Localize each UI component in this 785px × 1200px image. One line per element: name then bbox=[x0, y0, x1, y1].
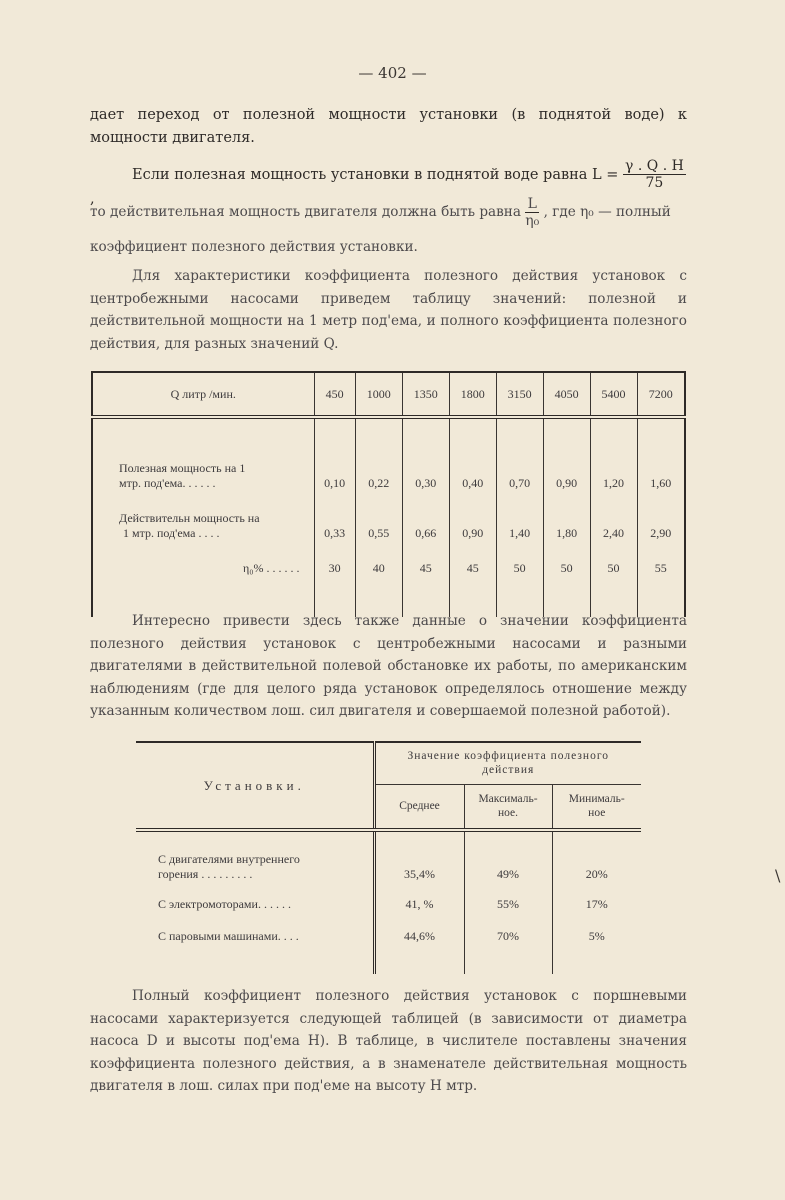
label-line: горения . . . . . . . . . bbox=[158, 867, 253, 881]
table-cell: 45 bbox=[449, 545, 496, 595]
table1-header-row bbox=[92, 372, 685, 417]
table1-row-useful-power bbox=[92, 417, 685, 495]
table-cell: 1,40 bbox=[496, 495, 543, 545]
table2-row-label bbox=[136, 830, 374, 886]
label-line: действия bbox=[482, 764, 535, 777]
table2-header-group bbox=[374, 742, 641, 784]
table1-q-value: 3150 bbox=[496, 372, 543, 417]
table-cell: 55% bbox=[464, 886, 552, 916]
table2-spacer-row bbox=[136, 948, 641, 974]
table-cell bbox=[136, 948, 374, 974]
table2-row-label: С электромоторами. . . . . . bbox=[158, 897, 291, 911]
fraction-denominator: η₀ bbox=[525, 213, 540, 229]
formula-tail: — полный bbox=[598, 204, 671, 220]
label-line: 1 мтр. под'ема . . . . bbox=[123, 526, 220, 540]
table-cell: 45 bbox=[402, 545, 449, 595]
formula-where: , где bbox=[543, 204, 576, 220]
table-cell: 0,66 bbox=[402, 495, 449, 545]
table1-q-value: 7200 bbox=[637, 372, 685, 417]
table-cell: 40 bbox=[355, 545, 402, 595]
table-cell: 50 bbox=[590, 545, 637, 595]
table-cell: 2,90 bbox=[637, 495, 685, 545]
table-cell: 44,6% bbox=[374, 916, 464, 948]
formula-eta: η₀ bbox=[580, 204, 594, 220]
table2-header-max bbox=[464, 784, 552, 830]
table2-row-label: С паровыми машинами. . . . bbox=[158, 929, 299, 943]
table-cell: 0,33 bbox=[314, 495, 355, 545]
table-cell: 1,20 bbox=[590, 417, 637, 495]
table-cell: 2,40 bbox=[590, 495, 637, 545]
table-cell: 35,4% bbox=[374, 830, 464, 886]
label-line: Максималь- bbox=[478, 793, 538, 806]
formula-actual-power bbox=[90, 196, 690, 229]
formula-text: Если полезная мощность установки в поднятой воде равна L = bbox=[132, 166, 619, 183]
table-cell: 1,60 bbox=[637, 417, 685, 495]
table2-row-internal-combustion bbox=[136, 830, 641, 886]
table-cell: 50 bbox=[496, 545, 543, 595]
table-cell: 41, % bbox=[374, 886, 464, 916]
table-cell: 49% bbox=[464, 830, 552, 886]
table-cell: 0,90 bbox=[543, 417, 590, 495]
table-centrifugal-pumps bbox=[91, 371, 686, 617]
table-cell: 0,90 bbox=[449, 495, 496, 545]
fraction-numerator: L bbox=[525, 196, 539, 213]
table1-q-value: 4050 bbox=[543, 372, 590, 417]
table1-q-value: 5400 bbox=[590, 372, 637, 417]
label-line: Полезная мощность на 1 bbox=[119, 461, 246, 475]
paragraph-table1-intro: Для характеристики коэффициента полезного действия установок с центробежными насосами приведем таблицу значений: полезной и действительной мощности на 1 метр под'ема, и полного коэффициента полезного действия, для разных значений Q. bbox=[90, 268, 687, 352]
table1-row-actual-power bbox=[92, 495, 685, 545]
table-cell: 0,22 bbox=[355, 417, 402, 495]
paragraph-piston-pumps: Полный коэффициент полезного действия установок с поршневыми насосами характеризуется следующей таблицей (в зависимости от диаметра насоса D и высоты под'ема H). В таблице, в числителе поставлены значения коэффициента полезного действия, а в знаменателе действительная мощность двигателя в лош. силах при под'еме на высоту H мтр. bbox=[90, 988, 687, 1094]
formula-comma: , bbox=[90, 191, 95, 207]
paragraph-efficiency-def: коэффициент полезного действия установки. bbox=[90, 239, 418, 255]
table2-header-row bbox=[136, 742, 641, 784]
table-cell: 0,30 bbox=[402, 417, 449, 495]
table-cell: 0,55 bbox=[355, 495, 402, 545]
table1-row-label bbox=[92, 417, 314, 495]
table2-row-electric-motors bbox=[136, 886, 641, 916]
fraction-numerator: γ . Q . H bbox=[625, 158, 684, 174]
label-line: Действительн мощность на bbox=[119, 511, 260, 525]
label-line: ное. bbox=[497, 807, 519, 820]
label-line: С двигателями внутреннего bbox=[158, 852, 300, 866]
table-cell bbox=[374, 948, 464, 974]
label-line: Значение коэффициента полезного bbox=[407, 750, 610, 763]
table1-header-label: Q литр /мин. bbox=[92, 372, 314, 417]
paragraph-intro: дает переход от полезной мощности установки (в поднятой воде) к мощности двигателя. bbox=[90, 107, 687, 146]
table2-header-avg: Среднее bbox=[374, 784, 464, 830]
paragraph-field-data: Интересно привести здесь также данные о значении коэффициента полезного действия установок с центробежными насосами и разными двигателями в действительной полевой обстановке их работы, по американским наблюдениям (где для целого ряда установок определялось отношение между указанным количеством лош. сил двигателя и совершаемой полезной работой). bbox=[90, 613, 687, 719]
table1-q-value: 1800 bbox=[449, 372, 496, 417]
fraction-useful-power bbox=[623, 158, 686, 191]
table-cell bbox=[464, 948, 552, 974]
formula-actual-text: то действительная мощность двигателя должна быть равна bbox=[90, 204, 521, 220]
table1-row-label bbox=[92, 495, 314, 545]
table1-row-efficiency bbox=[92, 545, 685, 595]
label-line: ное bbox=[588, 807, 606, 820]
table2-row-steam-engines bbox=[136, 916, 641, 948]
fraction-denominator: 75 bbox=[645, 175, 664, 191]
table-cell: 1,80 bbox=[543, 495, 590, 545]
table-cell: 20% bbox=[552, 830, 641, 886]
table-cell: 0,10 bbox=[314, 417, 355, 495]
table-cell: 55 bbox=[637, 545, 685, 595]
table2-header-installations: Установки. bbox=[136, 742, 374, 830]
table-cell: 0,70 bbox=[496, 417, 543, 495]
page-number: — 402 — bbox=[358, 64, 427, 82]
table1-q-value: 450 bbox=[314, 372, 355, 417]
table-cell: 70% bbox=[464, 916, 552, 948]
table1-q-value: 1000 bbox=[355, 372, 402, 417]
fraction-actual-power bbox=[525, 196, 539, 229]
table2-header-min bbox=[552, 784, 641, 830]
label-line: Минималь- bbox=[568, 793, 625, 806]
table-cell bbox=[552, 948, 641, 974]
margin-mark: \ bbox=[775, 866, 781, 885]
table-cell: 17% bbox=[552, 886, 641, 916]
table-cell: 50 bbox=[543, 545, 590, 595]
table-cell: 30 bbox=[314, 545, 355, 595]
table-cell: 0,40 bbox=[449, 417, 496, 495]
table-cell: 5% bbox=[552, 916, 641, 948]
table1-row-label: η₀% . . . . . . bbox=[92, 545, 314, 595]
label-line: мтр. под'ема. . . . . . bbox=[119, 476, 216, 490]
table-field-efficiency bbox=[136, 741, 641, 974]
table1-q-value: 1350 bbox=[402, 372, 449, 417]
